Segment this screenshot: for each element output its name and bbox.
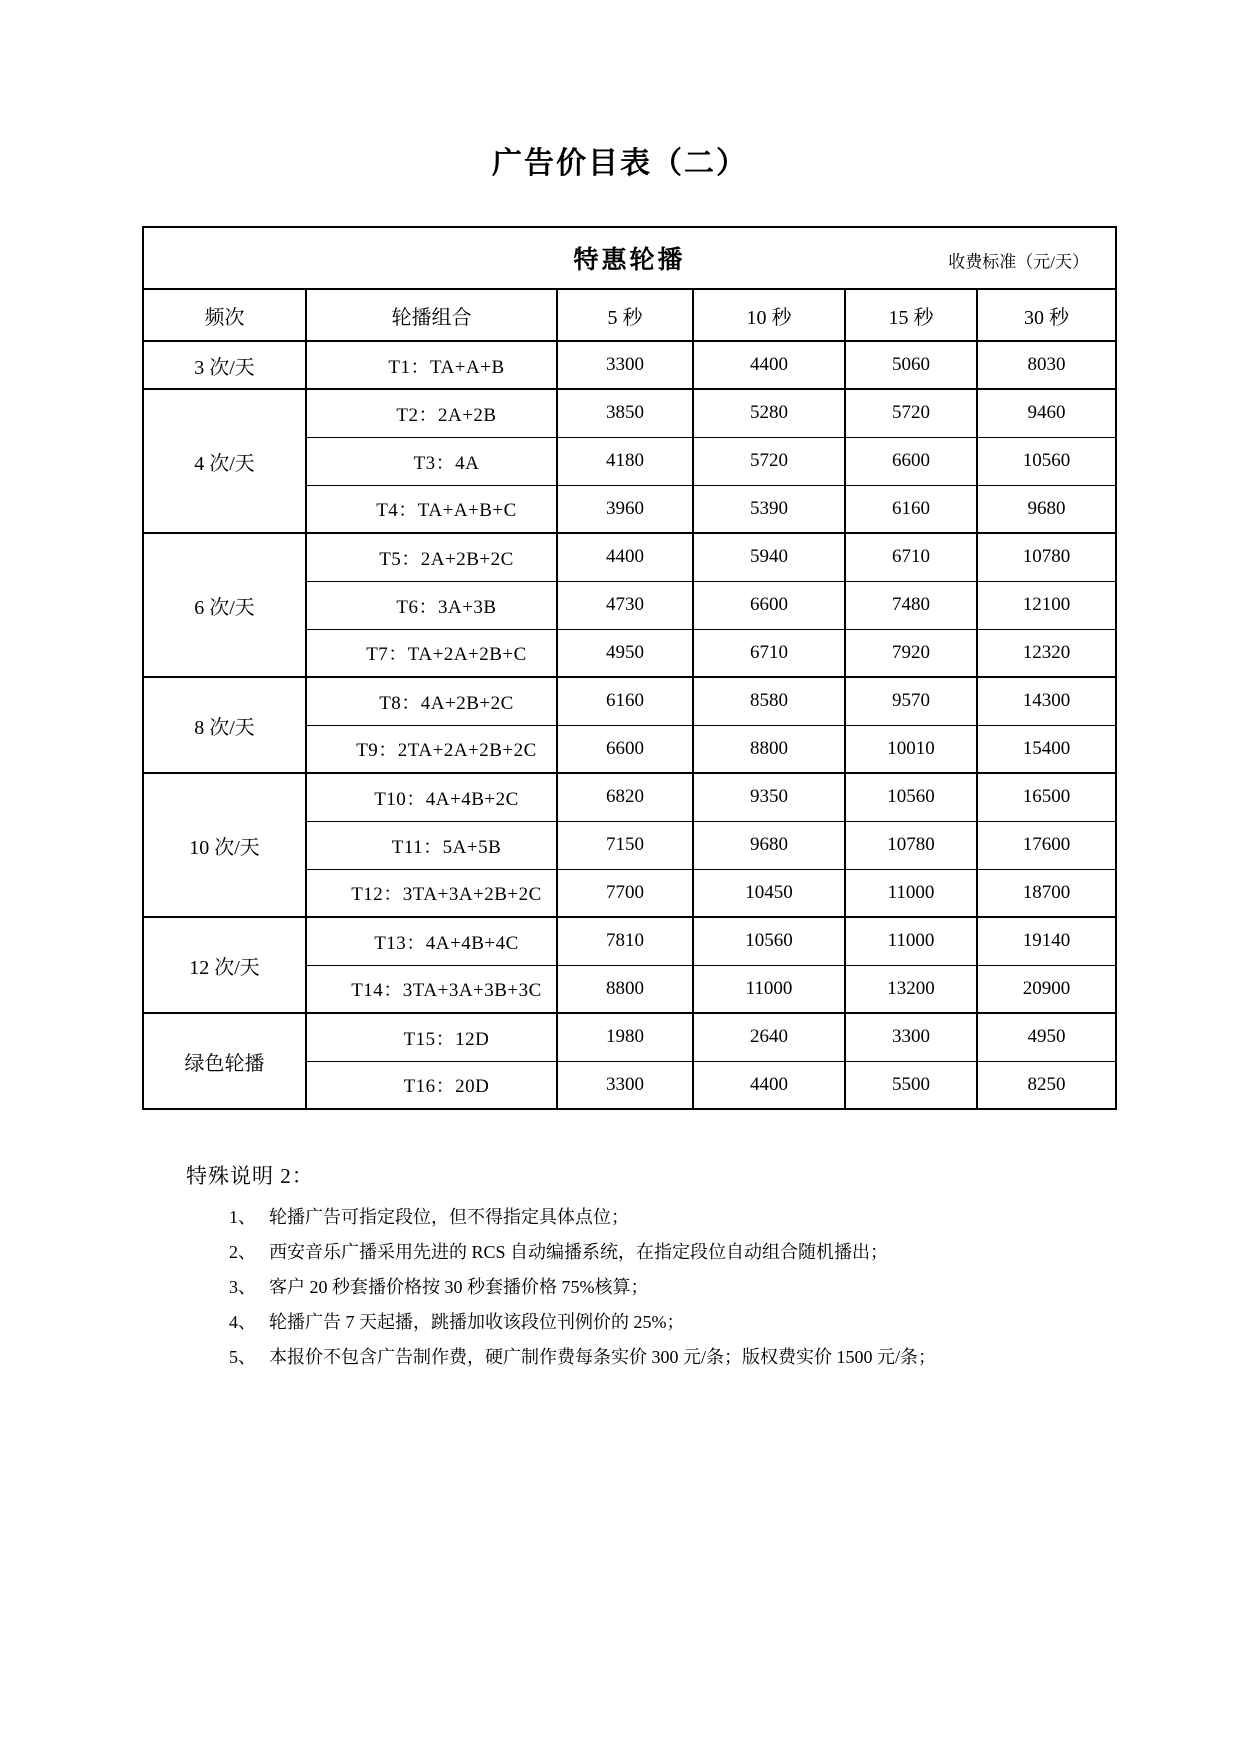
price-cell: 4730 bbox=[557, 581, 693, 629]
price-cell: 8030 bbox=[977, 341, 1116, 389]
price-cell: 3300 bbox=[557, 341, 693, 389]
note-item bbox=[186, 1309, 1126, 1335]
price-cell: 10780 bbox=[845, 821, 977, 869]
table-row bbox=[143, 389, 1116, 437]
frequency-cell: 8 次/天 bbox=[143, 677, 306, 773]
table-row bbox=[143, 533, 1116, 581]
price-cell: 16500 bbox=[977, 773, 1116, 821]
combo-cell: T16：20D bbox=[306, 1061, 557, 1109]
combo-cell: T14：3TA+3A+3B+3C bbox=[306, 965, 557, 1013]
price-cell: 3960 bbox=[557, 485, 693, 533]
price-cell: 10010 bbox=[845, 725, 977, 773]
price-cell: 10450 bbox=[693, 869, 845, 917]
price-cell: 7480 bbox=[845, 581, 977, 629]
combo-cell: T3：4A bbox=[306, 437, 557, 485]
combo-cell: T9：2TA+2A+2B+2C bbox=[306, 725, 557, 773]
combo-cell: T8：4A+2B+2C bbox=[306, 677, 557, 725]
table-banner-title: 特惠轮播 bbox=[573, 247, 686, 274]
price-cell: 9680 bbox=[693, 821, 845, 869]
price-cell: 8800 bbox=[693, 725, 845, 773]
column-header-5: 30 秒 bbox=[977, 289, 1116, 341]
table-row bbox=[143, 1013, 1116, 1061]
note-item bbox=[186, 1204, 1126, 1230]
note-item bbox=[186, 1344, 1126, 1370]
combo-cell: T6：3A+3B bbox=[306, 581, 557, 629]
frequency-cell: 3 次/天 bbox=[143, 341, 306, 389]
price-cell: 4950 bbox=[977, 1013, 1116, 1061]
price-cell: 3300 bbox=[845, 1013, 977, 1061]
frequency-cell: 6 次/天 bbox=[143, 533, 306, 677]
combo-cell: T13：4A+4B+4C bbox=[306, 917, 557, 965]
note-item-text: 客户 20 秒套播价格按 30 秒套播价格 75%核算； bbox=[269, 1277, 649, 1298]
combo-cell: T7：TA+2A+2B+C bbox=[306, 629, 557, 677]
combo-cell: T4：TA+A+B+C bbox=[306, 485, 557, 533]
price-cell: 12100 bbox=[977, 581, 1116, 629]
price-cell: 1980 bbox=[557, 1013, 693, 1061]
table-row bbox=[143, 917, 1116, 965]
price-cell: 8800 bbox=[557, 965, 693, 1013]
price-cell: 9350 bbox=[693, 773, 845, 821]
document-title: 广告价目表（二） bbox=[492, 147, 748, 180]
price-cell: 11000 bbox=[693, 965, 845, 1013]
combo-cell: T12：3TA+3A+2B+2C bbox=[306, 869, 557, 917]
combo-cell: T2：2A+2B bbox=[306, 389, 557, 437]
notes-section bbox=[186, 1160, 1126, 1370]
price-cell: 3300 bbox=[557, 1061, 693, 1109]
frequency-cell: 12 次/天 bbox=[143, 917, 306, 1013]
price-cell: 19140 bbox=[977, 917, 1116, 965]
column-header-2: 5 秒 bbox=[557, 289, 693, 341]
price-cell: 15400 bbox=[977, 725, 1116, 773]
column-header-4: 15 秒 bbox=[845, 289, 977, 341]
price-cell: 6600 bbox=[693, 581, 845, 629]
price-cell: 7150 bbox=[557, 821, 693, 869]
price-cell: 4400 bbox=[557, 533, 693, 581]
column-header-3: 10 秒 bbox=[693, 289, 845, 341]
price-cell: 6710 bbox=[693, 629, 845, 677]
note-item bbox=[186, 1239, 1126, 1265]
price-cell: 10560 bbox=[845, 773, 977, 821]
note-item-number: 5、 bbox=[229, 1347, 256, 1368]
price-cell: 6160 bbox=[845, 485, 977, 533]
combo-cell: T10：4A+4B+2C bbox=[306, 773, 557, 821]
table-row bbox=[143, 677, 1116, 725]
price-cell: 5940 bbox=[693, 533, 845, 581]
price-cell: 5500 bbox=[845, 1061, 977, 1109]
note-item-text: 西安音乐广播采用先进的 RCS 自动编播系统，在指定段位自动组合随机播出； bbox=[269, 1242, 889, 1263]
price-cell: 4400 bbox=[693, 1061, 845, 1109]
price-cell: 5720 bbox=[693, 437, 845, 485]
price-cell: 4180 bbox=[557, 437, 693, 485]
price-cell: 5390 bbox=[693, 485, 845, 533]
price-cell: 9570 bbox=[845, 677, 977, 725]
note-item-number: 1、 bbox=[229, 1207, 256, 1227]
combo-cell: T15：12D bbox=[306, 1013, 557, 1061]
price-cell: 6160 bbox=[557, 677, 693, 725]
price-cell: 9680 bbox=[977, 485, 1116, 533]
price-cell: 13200 bbox=[845, 965, 977, 1013]
frequency-cell: 4 次/天 bbox=[143, 389, 306, 533]
price-cell: 17600 bbox=[977, 821, 1116, 869]
frequency-cell: 10 次/天 bbox=[143, 773, 306, 917]
price-cell: 7810 bbox=[557, 917, 693, 965]
notes-heading: 特殊说明 2： bbox=[186, 1164, 314, 1188]
price-cell: 18700 bbox=[977, 869, 1116, 917]
price-cell: 7920 bbox=[845, 629, 977, 677]
table-row bbox=[143, 341, 1116, 389]
price-cell: 6600 bbox=[557, 725, 693, 773]
price-cell: 9460 bbox=[977, 389, 1116, 437]
table-banner-cell bbox=[143, 227, 1116, 289]
price-cell: 4400 bbox=[693, 341, 845, 389]
price-cell: 12320 bbox=[977, 629, 1116, 677]
note-item-number: 3、 bbox=[229, 1277, 256, 1298]
price-cell: 20900 bbox=[977, 965, 1116, 1013]
combo-cell: T1：TA+A+B bbox=[306, 341, 557, 389]
note-item-number: 4、 bbox=[229, 1312, 256, 1333]
price-cell: 11000 bbox=[845, 917, 977, 965]
price-cell: 14300 bbox=[977, 677, 1116, 725]
column-header-1: 轮播组合 bbox=[306, 289, 557, 341]
table-row bbox=[143, 773, 1116, 821]
table-column-header-row bbox=[143, 289, 1116, 341]
price-cell: 6820 bbox=[557, 773, 693, 821]
table-banner-row bbox=[143, 227, 1116, 289]
price-cell: 11000 bbox=[845, 869, 977, 917]
combo-cell: T5：2A+2B+2C bbox=[306, 533, 557, 581]
note-item-text: 轮播广告可指定段位，但不得指定具体点位； bbox=[269, 1207, 629, 1227]
price-table bbox=[142, 226, 1117, 1110]
note-item bbox=[186, 1274, 1126, 1300]
price-cell: 5280 bbox=[693, 389, 845, 437]
price-cell: 10560 bbox=[693, 917, 845, 965]
combo-cell: T11：5A+5B bbox=[306, 821, 557, 869]
price-cell: 6710 bbox=[845, 533, 977, 581]
table-banner-unit-note: 收费标准（元/天） bbox=[948, 252, 1090, 272]
price-cell: 2640 bbox=[693, 1013, 845, 1061]
price-cell: 10780 bbox=[977, 533, 1116, 581]
price-cell: 8250 bbox=[977, 1061, 1116, 1109]
price-cell: 5720 bbox=[845, 389, 977, 437]
column-header-0: 频次 bbox=[143, 289, 306, 341]
frequency-cell: 绿色轮播 bbox=[143, 1013, 306, 1109]
price-cell: 10560 bbox=[977, 437, 1116, 485]
price-cell: 7700 bbox=[557, 869, 693, 917]
price-cell: 8580 bbox=[693, 677, 845, 725]
notes-list bbox=[186, 1204, 1126, 1370]
price-cell: 4950 bbox=[557, 629, 693, 677]
price-cell: 3850 bbox=[557, 389, 693, 437]
note-item-text: 轮播广告 7 天起播，跳播加收该段位刊例价的 25%； bbox=[269, 1312, 685, 1333]
note-item-text: 本报价不包含广告制作费，硬广制作费每条实价 300 元/条；版权费实价 1500 元/条； bbox=[269, 1347, 936, 1368]
price-cell: 6600 bbox=[845, 437, 977, 485]
note-item-number: 2、 bbox=[229, 1242, 256, 1263]
price-cell: 5060 bbox=[845, 341, 977, 389]
